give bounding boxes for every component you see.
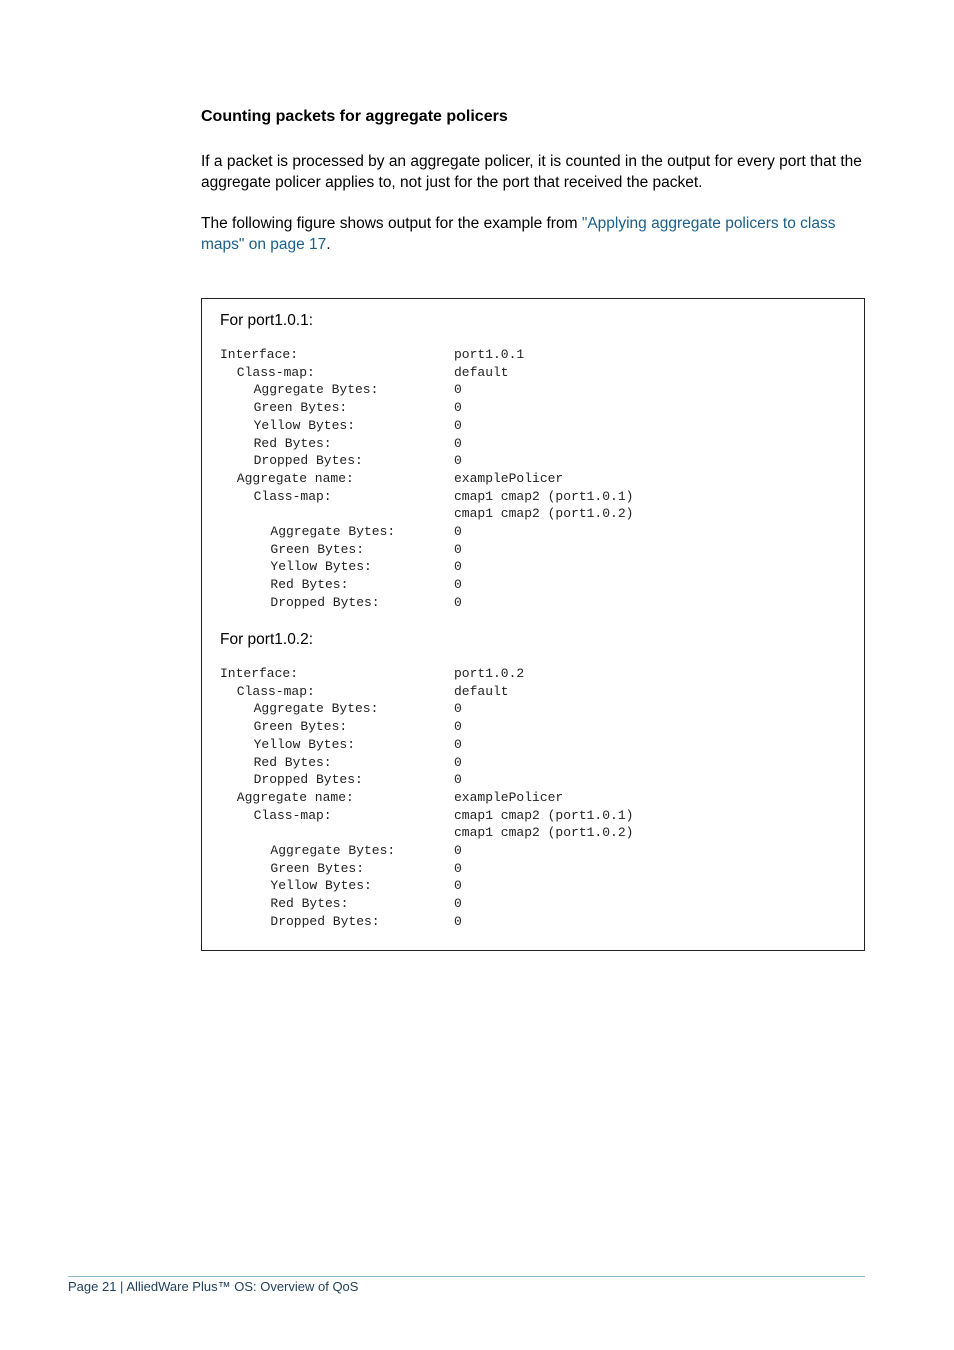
output-field-label: Dropped Bytes: — [270, 913, 380, 929]
output-field-label: Aggregate name: — [236, 470, 354, 486]
output-field-value: 0 — [454, 453, 462, 469]
paragraph-prefix: The following figure shows output for the example from — [201, 215, 582, 232]
output-field-value: cmap1 cmap2 (port1.0.1) — [454, 807, 634, 823]
output-figure — [201, 298, 865, 951]
output-field-value: cmap1 cmap2 (port1.0.1) — [454, 488, 634, 504]
output-field-value: 0 — [454, 754, 462, 770]
output-field-label: Interface: — [220, 347, 299, 362]
output-field-value: 0 — [454, 594, 462, 610]
output-field-label: Green Bytes: — [253, 719, 348, 735]
output-field-label: Class-map: — [236, 683, 315, 699]
output-field-label: Class-map: — [253, 488, 332, 504]
output-field-label: Yellow Bytes: — [270, 559, 372, 575]
output-field-value: 0 — [454, 896, 462, 912]
output-field-label: Green Bytes: — [253, 400, 348, 416]
output-field-value: 0 — [454, 719, 462, 735]
output-field-value: 0 — [454, 913, 462, 929]
output-field-value: examplePolicer — [454, 470, 564, 486]
output-field-value: cmap1 cmap2 (port1.0.2) — [454, 825, 634, 841]
cross-reference-link[interactable]: "Applying aggregate policers to class maps" on page 17 — [201, 215, 836, 253]
output-field-label: Aggregate Bytes: — [253, 382, 379, 398]
output-field-value: 0 — [454, 382, 462, 398]
output-field-label: Green Bytes: — [270, 541, 365, 557]
output-field-label: Aggregate Bytes: — [270, 524, 396, 539]
output-field-value: 0 — [454, 435, 462, 451]
figure-reference-paragraph — [201, 213, 865, 255]
output-field-label: Red Bytes: — [270, 577, 349, 593]
output-field-label: Yellow Bytes: — [270, 878, 372, 894]
output-field-label: Dropped Bytes: — [253, 453, 363, 469]
section-heading: Counting packets for aggregate policers — [201, 108, 508, 125]
paragraph-suffix: . — [326, 236, 331, 253]
output-field-value: 0 — [454, 541, 462, 557]
output-field-label: Aggregate name: — [236, 789, 354, 805]
output-field-label: Interface: — [220, 666, 299, 681]
output-field-value: port1.0.2 — [454, 666, 525, 681]
output-field-label: Yellow Bytes: — [253, 736, 356, 752]
output-field-label: Class-map: — [253, 807, 332, 823]
output-field-label: Red Bytes: — [253, 435, 332, 451]
output-field-label: Aggregate Bytes: — [270, 843, 396, 858]
output-field-value: 0 — [454, 878, 462, 894]
output-field-label: Green Bytes: — [270, 860, 365, 876]
output-field-value: 0 — [454, 843, 462, 858]
output-field-value: default — [454, 364, 509, 380]
output-field-label: Red Bytes: — [270, 896, 349, 912]
output-field-label: Red Bytes: — [253, 754, 332, 770]
output-field-value: 0 — [454, 417, 462, 433]
intro-paragraph: If a packet is processed by an aggregate policer, it is counted in the output for every port that the aggregate policer applies to, not just for the port that received the packet. — [201, 153, 862, 191]
output-field-value: 0 — [454, 860, 462, 876]
output-field-label: Class-map: — [236, 364, 315, 380]
output-field-value: 0 — [454, 577, 462, 593]
port-label-2: For port1.0.2: — [220, 631, 314, 648]
output-field-label: Dropped Bytes: — [253, 772, 363, 788]
output-field-label: Dropped Bytes: — [270, 594, 380, 610]
output-field-value: port1.0.1 — [454, 347, 525, 362]
output-field-value: 0 — [454, 400, 462, 416]
output-field-value: 0 — [454, 701, 462, 717]
output-field-value: 0 — [454, 524, 462, 539]
output-field-value: 0 — [454, 736, 462, 752]
page-footer: Page 21 | AlliedWare Plus™ OS: Overview of QoS — [68, 1279, 359, 1294]
output-field-value: default — [454, 683, 509, 699]
port-label-1: For port1.0.1: — [220, 312, 314, 329]
footer-divider — [68, 1276, 865, 1277]
output-field-value: 0 — [454, 772, 462, 788]
output-field-value: cmap1 cmap2 (port1.0.2) — [454, 506, 634, 522]
output-field-value: 0 — [454, 559, 462, 575]
output-field-label: Aggregate Bytes: — [253, 701, 379, 717]
output-field-label: Yellow Bytes: — [253, 417, 356, 433]
output-field-value: examplePolicer — [454, 789, 564, 805]
